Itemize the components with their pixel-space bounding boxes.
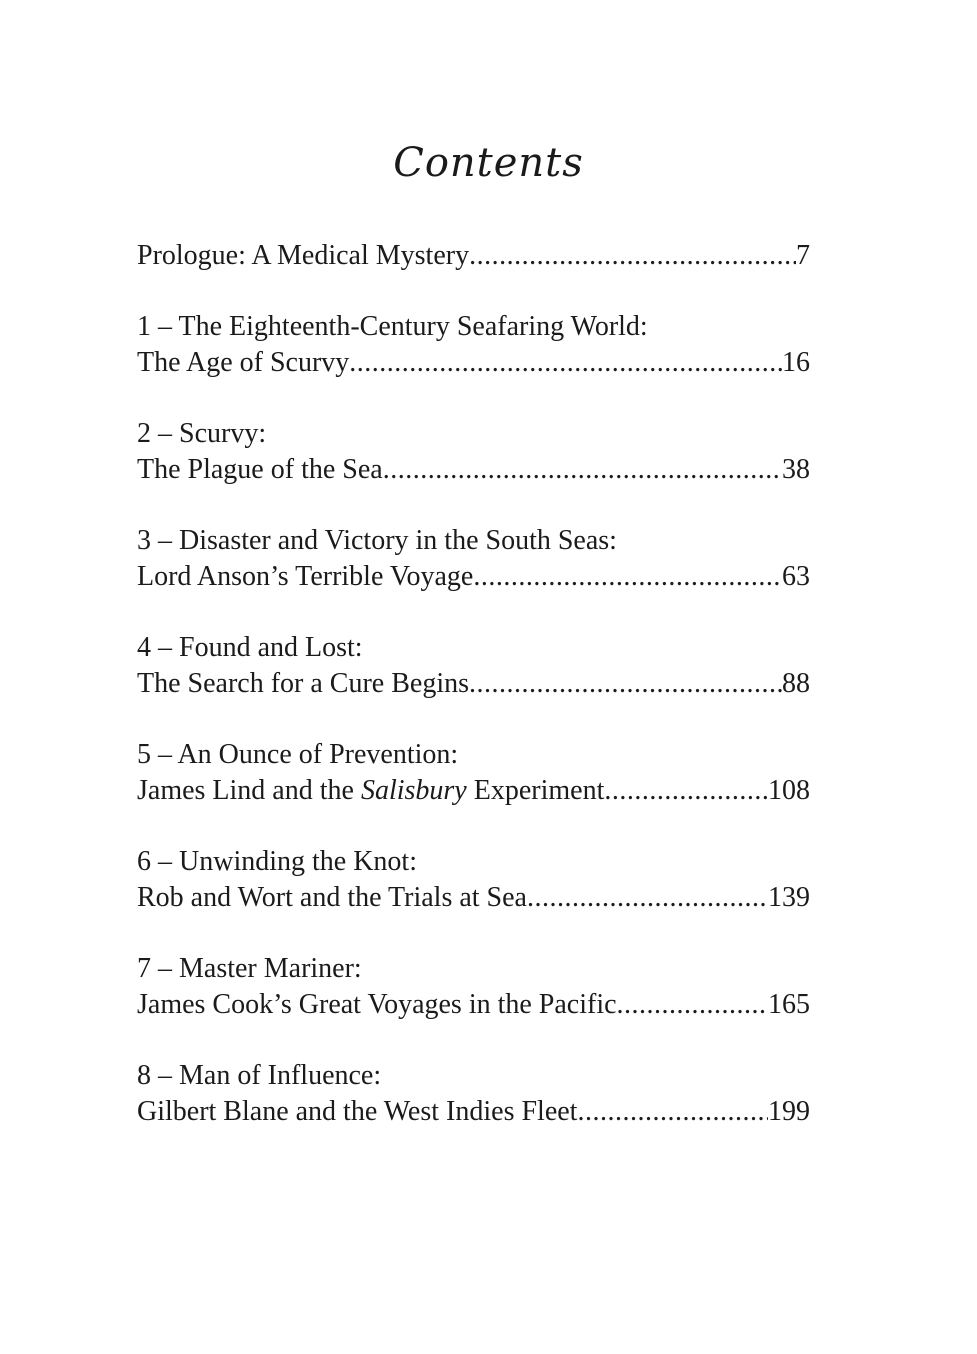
toc-chapter-heading: 7 – Master Mariner: (137, 953, 362, 984)
toc-entry-line (137, 880, 810, 916)
toc-entry-title: James Lind and the Salisbury Experiment (137, 775, 605, 806)
toc-entry-title: The Search for a Cure Begins (137, 668, 469, 699)
toc-entry-prologue (137, 238, 810, 274)
toc-page-number: 38 (782, 454, 810, 485)
toc-entry-chapter-1 (137, 309, 810, 381)
toc-chapter-heading: 3 – Disaster and Victory in the South Seas: (137, 525, 617, 556)
toc-entry-chapter-7 (137, 951, 810, 1023)
toc-entry-chapter-4 (137, 630, 810, 702)
toc-chapter-heading: 5 – An Ounce of Prevention: (137, 739, 459, 770)
toc-entry-title: James Cook’s Great Voyages in the Pacific (137, 989, 617, 1020)
toc-chapter-heading: 8 – Man of Influence: (137, 1060, 382, 1091)
toc-entry-chapter-6 (137, 844, 810, 916)
toc-entry-line (137, 238, 810, 274)
toc-chapter-heading: 1 – The Eighteenth-Century Seafaring World: (137, 311, 648, 342)
toc-entry-title: The Age of Scurvy (137, 347, 350, 378)
toc-entry-line (137, 345, 810, 381)
dot-leader (604, 773, 768, 809)
toc-page-number: 139 (768, 882, 810, 913)
toc-entry-chapter-8 (137, 1058, 810, 1130)
toc-entry-chapter-3 (137, 523, 810, 595)
toc-page-number: 16 (782, 347, 810, 378)
dot-leader (473, 559, 782, 595)
toc-entry-title: Prologue: A Medical Mystery (137, 240, 470, 271)
toc-entry-title: The Plague of the Sea (137, 454, 383, 485)
toc-entry-chapter-2 (137, 416, 810, 488)
toc-page-number: 63 (782, 561, 810, 592)
toc-page-number: 108 (768, 775, 810, 806)
dot-leader (577, 1094, 768, 1130)
toc-entry-chapter-5 (137, 737, 810, 809)
toc-entry-title: Lord Anson’s Terrible Voyage (137, 561, 474, 592)
toc-page-number: 88 (782, 668, 810, 699)
toc-entry-line (137, 1094, 810, 1130)
toc-entry-line (137, 559, 810, 595)
dot-leader (617, 987, 768, 1023)
page-title: Contents (393, 140, 584, 186)
toc-chapter-heading: 2 – Scurvy: (137, 418, 267, 449)
toc-entry-line (137, 452, 810, 488)
dot-leader (527, 880, 768, 916)
toc-entry-line (137, 987, 810, 1023)
toc-entry-title: Gilbert Blane and the West Indies Fleet (137, 1096, 578, 1127)
dot-leader (383, 452, 782, 488)
dot-leader (349, 345, 782, 381)
dot-leader (469, 238, 796, 274)
toc-page-number: 7 (796, 240, 810, 271)
toc-page-number: 199 (768, 1096, 810, 1127)
toc-entry-line (137, 773, 810, 809)
toc-chapter-heading: 6 – Unwinding the Knot: (137, 846, 417, 877)
toc-chapter-heading: 4 – Found and Lost: (137, 632, 363, 663)
table-of-contents (137, 238, 810, 1165)
toc-entry-line (137, 666, 810, 702)
toc-page-number: 165 (768, 989, 810, 1020)
dot-leader (469, 666, 782, 702)
toc-entry-title: Rob and Wort and the Trials at Sea (137, 882, 527, 913)
